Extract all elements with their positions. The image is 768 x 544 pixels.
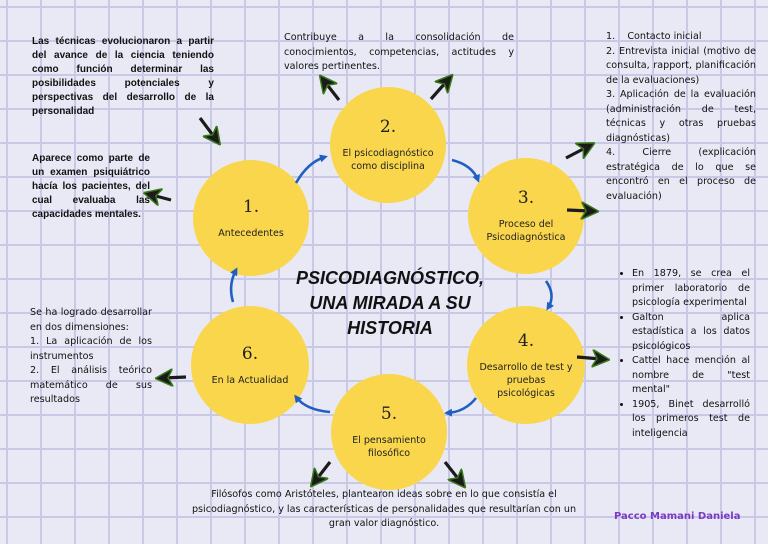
arrow-4-to-5 xyxy=(447,398,476,413)
actualidad-item: 2. El análisis teórico matemático de sus resultados xyxy=(30,365,152,405)
cycle-arrows xyxy=(231,157,551,413)
arrow-out xyxy=(325,82,339,100)
arrow-out xyxy=(431,81,447,99)
outward-arrows xyxy=(152,81,601,481)
arrow-out xyxy=(567,210,590,211)
circle-number: 4. xyxy=(517,330,535,351)
arrow-6-to-1 xyxy=(231,270,236,302)
arrow-1-to-2 xyxy=(296,157,325,183)
proceso-step: 3. Aplicación de la evaluación (administración de test, técnicas y otras pruebas diagnósticas) xyxy=(606,89,756,144)
arrow-out xyxy=(445,462,460,481)
note-actualidad xyxy=(30,306,152,408)
circle-number: 2. xyxy=(379,117,397,137)
note-antecedentes-top: Las técnicas evolucionaron a partir del avance de la ciencia teniendo como función determinar las posibilidades potenciales y perspectivas del desarrollo de la personalidad xyxy=(32,36,214,117)
proceso-step: 1. Contacto inicial xyxy=(606,31,702,42)
circle-number: 6. xyxy=(241,343,259,364)
actualidad-intro: Se ha logrado desarrollar en dos dimensiones: xyxy=(30,307,152,333)
note-antecedentes-mid: Aparece como parte de un examen psiquiátrico hacía los pacientes, del cual evaluaba las capacidades mentales. xyxy=(32,153,150,220)
circle-label: Antecedentes xyxy=(218,227,284,239)
arrow-out xyxy=(164,377,186,378)
arrow-out xyxy=(566,147,587,158)
arrow-out xyxy=(200,118,215,138)
list-item: • 1905, Binet desarrolló los primeros test de inteligencia xyxy=(632,398,750,442)
circle-number: 1. xyxy=(242,196,260,217)
circle-label: El psicodiagnóstico como disciplina xyxy=(342,148,434,172)
arrow-3-to-4 xyxy=(546,281,552,308)
arrow-2-to-3 xyxy=(452,160,478,180)
list-item: • Galton aplica estadística a los datos psicológicos xyxy=(632,311,750,355)
actualidad-item: 1. La aplicación de los instrumentos xyxy=(30,336,152,362)
note-filosofico: Filósofos como Aristóteles, plantearon ideas sobre en lo que consistía el psicodiagnóstico, y las características de personalidades que resultarían con un gran valor diagnóstico. xyxy=(191,489,577,529)
author-name: Pacco Mamani Daniela xyxy=(614,511,741,522)
proceso-step: 4. Cierre (explicación estratégica de lo que se encontró en el proceso de evaluación) xyxy=(606,147,756,202)
arrow-5-to-6 xyxy=(296,397,330,412)
page-title: PSICODIAGNÓSTICO, UNA MIRADA A SU HISTORIA xyxy=(295,268,484,338)
circle-label: En la Actualidad xyxy=(211,374,289,386)
arrow-out xyxy=(316,462,330,480)
list-item: • En 1879, se crea el primer laboratorio de psicología experimental xyxy=(632,267,750,311)
circle-number: 3. xyxy=(517,188,535,208)
circle-number: 5. xyxy=(380,404,398,424)
arrow-out xyxy=(577,357,601,359)
circle-label: Desarrollo de test y pruebas psicológicas xyxy=(479,361,573,399)
note-test xyxy=(618,267,750,441)
proceso-step: 2. Entrevista inicial (motivo de consulta, rapport, planificación de la evaluaciones) xyxy=(606,45,756,86)
circle-label: Proceso del Psicodiagnóstica xyxy=(486,219,566,243)
circle-label: El pensamiento filosófico xyxy=(352,435,426,459)
list-item: • Cattel hace mención al nombre de "test mental" xyxy=(632,354,750,398)
test-list xyxy=(618,267,750,441)
arrow-out xyxy=(152,195,171,200)
note-proceso xyxy=(606,30,756,204)
note-disciplina: Contribuye a la consolidación de conocimientos, competencias, actitudes y valores pertinentes. xyxy=(284,32,514,72)
